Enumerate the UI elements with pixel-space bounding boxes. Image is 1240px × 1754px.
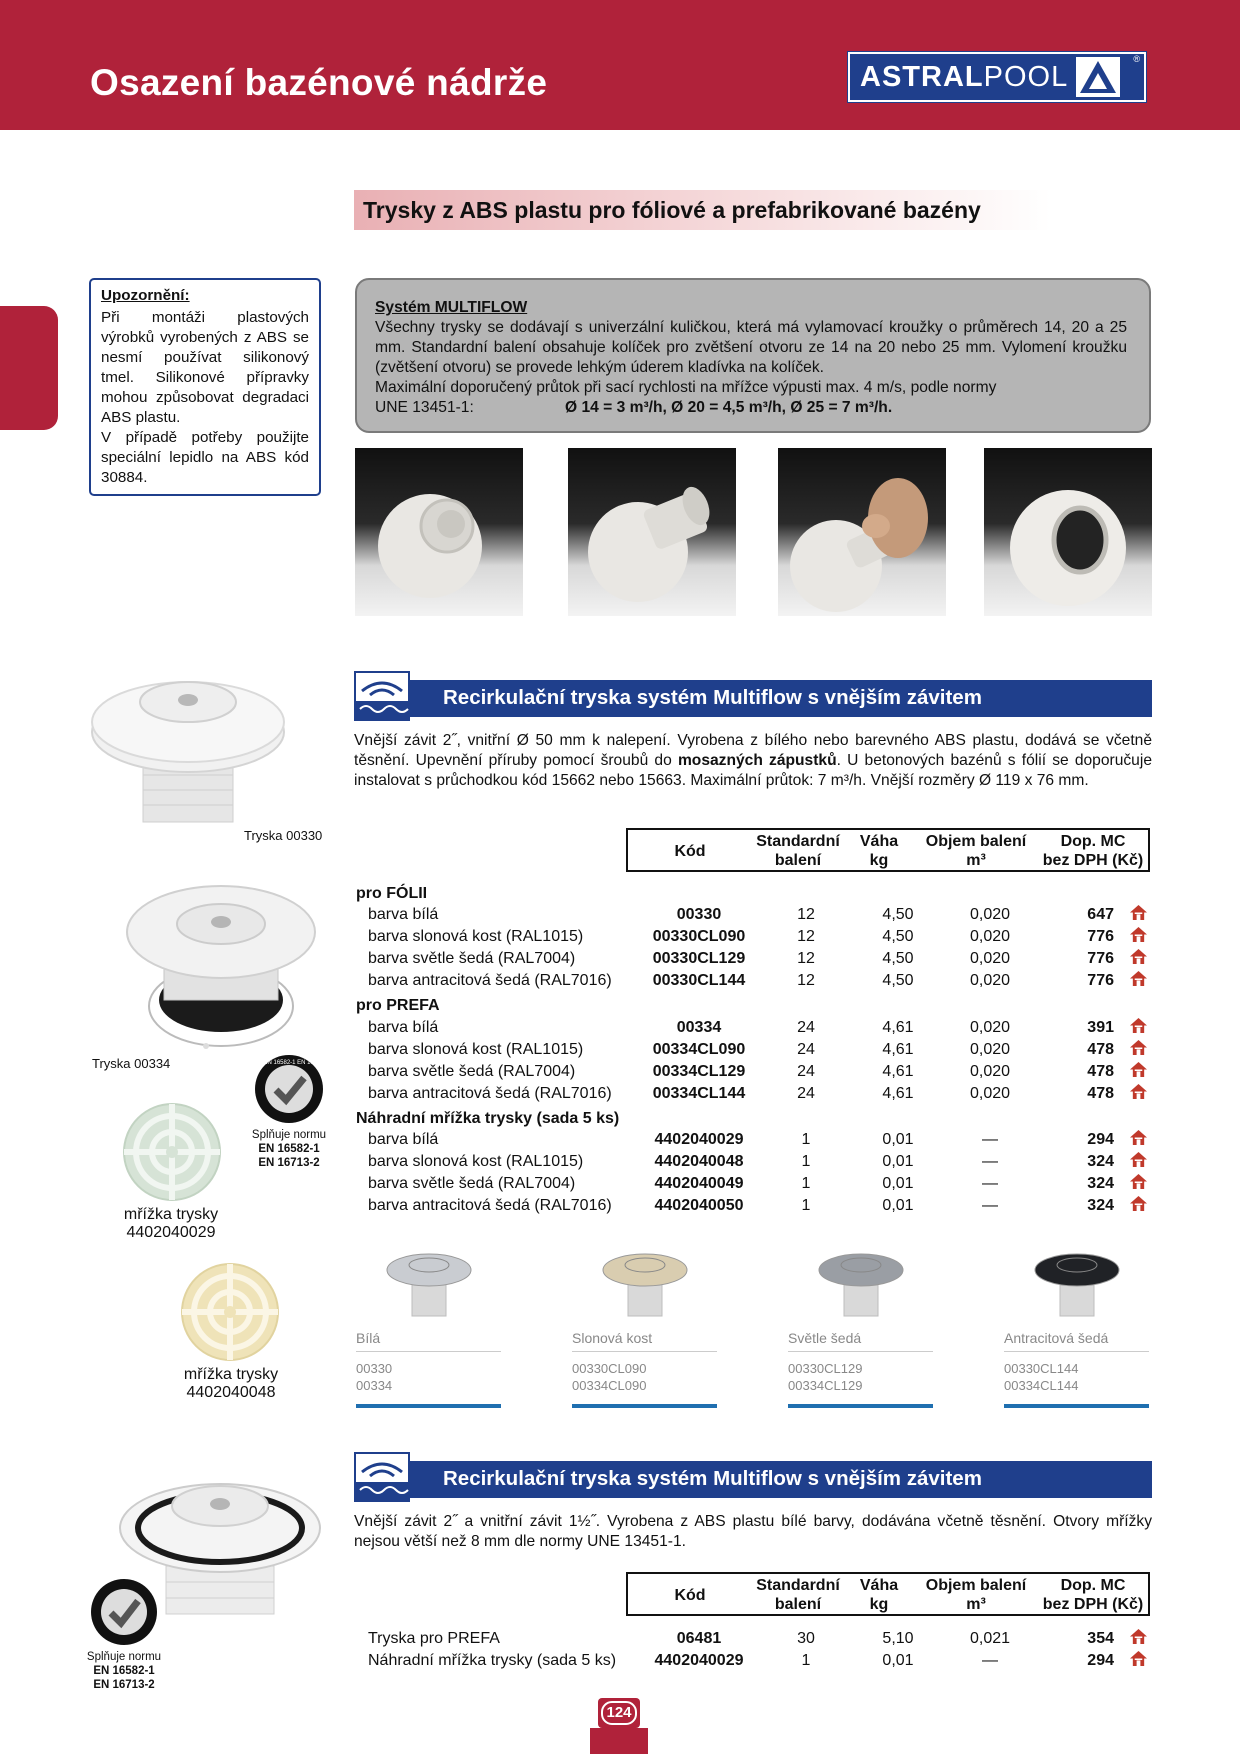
group-title: pro FÓLII [356,885,428,903]
variant-codes [788,1360,933,1394]
table-row [356,1650,1148,1672]
variant-code: 00334CL129 [788,1378,863,1393]
cell-name: barva slonová kost (RAL1015) [368,1040,584,1058]
table-row [356,1151,1148,1173]
cell-name: barva světle šedá (RAL7004) [368,1062,576,1080]
th2-price [1038,1576,1148,1614]
photo-ball-open [984,448,1152,616]
cell-volume: 0,020 [969,950,1011,968]
house-icon [1114,1017,1148,1039]
cert-text-1 [244,1128,334,1170]
cell-name: Náhradní mřížka trysky (sada 5 ks) [368,1652,617,1669]
variant-divider [1004,1351,1149,1352]
cell-name: barva světle šedá (RAL7004) [368,1174,576,1192]
group-title: pro PREFA [356,997,440,1015]
photo-ball-with-peg [568,448,736,616]
th-code: Kód [674,843,706,860]
cell-weight: 4,50 [882,906,914,924]
cell-weight: 4,61 [882,1018,914,1036]
variant-name: Bílá [356,1330,381,1346]
cell-code: 00334CL090 [652,1040,746,1058]
variant-code: 00334CL144 [1004,1378,1079,1393]
product2-description: Vnější závit 2˝ a vnitřní závit 1½˝. Vyrobena z ABS plastu bílé barvy, dodávána včetně těsnění. Otvory mřížky nejsou větší než 8 mm dle normy UNE 13451-1. [354,1513,1152,1550]
cell-code: 4402040029 [654,1130,744,1148]
house-icon [1114,1129,1148,1151]
product1-title-bar [354,680,1152,717]
table-row [356,1129,1148,1151]
caption-grille-2-code: 4402040048 [186,1384,276,1401]
house-icon [1114,926,1148,948]
house-icon [1114,948,1148,970]
product1-price-table [356,884,1148,1217]
variant-nozzle-icon [816,1250,906,1320]
table-row [356,1628,1148,1650]
cell-code: 00334CL144 [652,1084,746,1102]
cell-weight: 4,61 [882,1040,914,1058]
multiflow-title: Systém MULTIFLOW [375,299,528,316]
cell-volume: 0,020 [969,1084,1011,1102]
cell-code: 4402040029 [654,1652,744,1669]
th2-pack-a: Standardní [756,1577,840,1594]
cell-code: 00330 [676,906,722,924]
variant-codes [572,1360,717,1394]
cell-price: 776 [1087,928,1114,946]
caption-grille-1 [96,1206,246,1242]
cell-name: barva bílá [368,1130,439,1148]
cell-weight: 4,50 [882,950,914,968]
house-icon [1114,904,1148,926]
cell-name: barva světle šedá (RAL7004) [368,950,576,968]
pool-water-icon [354,671,410,721]
th-pack-b: balení [774,852,822,869]
warning-text: Při montáži plastových výrobků vyrobených z ABS se nesmí používat silikonový tmel. Silikonové přípravky mohou způsobovat degradaci ABS plastu. [101,309,309,426]
photo-ball-rings [355,448,523,616]
cell-code: 06481 [676,1630,722,1647]
table-row [356,1039,1148,1061]
grille-ivory-image [180,1262,280,1362]
table-row [356,926,1148,948]
cell-volume: 0,020 [969,928,1011,946]
cell-price: 478 [1087,1084,1114,1102]
logo-text-light: POOL [983,60,1069,93]
th2-code: Kód [674,1587,706,1604]
variant-underline [1004,1404,1149,1408]
product2-title: Recirkulační tryska systém Multiflow s vnějším závitem [443,1467,982,1490]
cell-volume: — [982,1196,998,1214]
th2-pack-b: balení [774,1596,822,1613]
cell-weight: 0,01 [882,1652,914,1669]
cell-weight: 4,61 [882,1084,914,1102]
cell-price: 647 [1087,906,1114,924]
cell-volume: — [982,1174,998,1192]
house-icon [1114,1195,1148,1217]
cell-price: 354 [1087,1630,1114,1647]
cell-name: barva bílá [368,906,439,924]
cell-price: 478 [1087,1040,1114,1058]
table-row [356,1195,1148,1217]
th-pack-a: Standardní [756,833,840,850]
product1-desc-b: . U betonových bazénů s fólií se doporučuje instalovat s průchodkou kód 15662 nebo 15663. Maximální průtok: 7 m³/h. Vnější rozměry Ø 119 x 76 mm. [354,752,1152,789]
variant-underline [356,1404,501,1408]
th2-volume-a: Objem balení [925,1577,1027,1594]
th-weight [848,832,910,870]
th2-pack [748,1576,848,1614]
variant-column [572,1330,717,1408]
house-icon [1114,970,1148,992]
cell-price: 391 [1087,1018,1114,1036]
cert-text-2 [82,1650,166,1692]
page-number: 124 [601,1701,637,1725]
th-volume [916,832,1036,870]
table-row [356,1061,1148,1083]
variant-divider [356,1351,501,1352]
page-number-badge [598,1698,640,1728]
grille-white-image [122,1102,222,1202]
th-price-b: bez DPH (Kč) [1042,852,1144,869]
page-title: Osazení bazénové nádrže [90,62,548,103]
cell-pack: 24 [797,1040,815,1058]
cell-pack: 12 [797,972,815,990]
th-price [1038,832,1148,870]
cert-badge-text: UNE-EN 16582-1 EN 16713-2 [248,1060,330,1066]
caption-grille-1-code: 4402040029 [126,1224,216,1241]
th2-volume-b: m³ [966,1596,986,1613]
table-header-2 [626,1572,1150,1616]
cell-pack: 1 [801,1652,811,1669]
product1-desc-a: Vnější závit 2˝, vnitřní Ø 50 mm k nalepení. Vyrobena z bílého nebo barevného ABS plastu, dodává se včetně těsnění. Upevnění příruby pomocí šroubů do [354,732,1152,769]
house-icon [1114,1650,1148,1672]
nozzle-00330-image [88,660,288,828]
variant-nozzle-icon [1032,1250,1122,1320]
cell-pack: 12 [797,906,815,924]
cell-price: 294 [1087,1130,1114,1148]
caption-grille-2 [156,1366,306,1402]
cell-weight: 0,01 [882,1152,914,1170]
variant-code: 00330CL090 [572,1361,647,1376]
variant-name: Antracitová šedá [1004,1330,1109,1346]
cell-pack: 12 [797,928,815,946]
logo-registered: ® [1133,54,1140,64]
cell-volume: — [982,1152,998,1170]
cert2-line-b: EN 16582-1 [93,1665,155,1677]
multiflow-flow-values: Ø 14 = 3 m³/h, Ø 20 = 4,5 m³/h, Ø 25 = 7 m³/h. [565,399,893,416]
cell-code: 00334 [676,1018,722,1036]
variant-code: 00330CL129 [788,1361,863,1376]
table-group-row [356,884,1148,904]
cell-name: Tryska pro PREFA [368,1630,500,1647]
cell-pack: 1 [801,1130,811,1148]
page-number-stem [590,1728,648,1754]
cell-name: barva antracitová šedá (RAL7016) [368,972,612,990]
th-volume-a: Objem balení [925,833,1027,850]
cell-code: 00334CL129 [652,1062,746,1080]
pool-water-icon-2 [354,1452,410,1502]
house-icon [1114,1061,1148,1083]
product1-title: Recirkulační tryska systém Multiflow s vnějším závitem [443,686,982,709]
product2-title-bar [354,1461,1152,1498]
cell-volume: 0,021 [969,1630,1011,1647]
th2-price-a: Dop. MC [1060,1577,1126,1594]
cell-pack: 24 [797,1062,815,1080]
cell-name: barva bílá [368,1018,439,1036]
variant-code: 00334CL090 [572,1378,647,1393]
house-icon [1114,1173,1148,1195]
cert2-line-c: EN 16713-2 [93,1679,155,1691]
product2-price-table [356,1628,1148,1672]
variant-codes [1004,1360,1149,1394]
th2-weight [848,1576,910,1614]
table-row [356,1083,1148,1105]
table-row [356,948,1148,970]
product1-description [354,731,1152,791]
th-pack [748,832,848,870]
section-title: Trysky z ABS plastu pro fóliové a prefabrikované bazény [354,190,1051,230]
cert-line-b: EN 16582-1 [258,1143,320,1155]
caption-tryska-00330: Tryska 00330 [244,828,323,843]
cell-price: 324 [1087,1196,1114,1214]
cell-code: 4402040049 [654,1174,744,1192]
cell-volume: 0,020 [969,1018,1011,1036]
th2-weight-a: Váha [859,1577,899,1594]
cell-pack: 24 [797,1084,815,1102]
th-price-a: Dop. MC [1060,833,1126,850]
cell-price: 776 [1087,972,1114,990]
th2-price-b: bez DPH (Kč) [1042,1596,1144,1613]
variant-name: Světle šedá [788,1330,862,1346]
astralpool-logo [848,52,1146,102]
multiflow-flow-line [375,398,1127,418]
cell-name: barva slonová kost (RAL1015) [368,1152,584,1170]
cell-code: 4402040048 [654,1152,744,1170]
caption-grille-2-name: mřížka trysky [183,1366,279,1383]
table-group-row [356,1105,1148,1129]
house-icon [1114,1151,1148,1173]
multiflow-norm: UNE 13451-1: [375,399,474,416]
cell-weight: 0,01 [882,1174,914,1192]
cell-weight: 4,50 [882,928,914,946]
cell-name: barva antracitová šedá (RAL7016) [368,1084,612,1102]
variant-codes [356,1360,501,1394]
cell-name: barva antracitová šedá (RAL7016) [368,1196,612,1214]
cert-badge-icon-2 [90,1578,158,1646]
multiflow-text: Všechny trysky se dodávají s univerzální kuličkou, která má vylamovací kroužky o průměrech 14, 20 a 25 mm. Standardní balení obsahuje kolíček pro zvětšení otvoru ze 14 na 20 nebo 25 mm. Vylomení kroužku (zvětšení otvoru) se provede lehkým úderem kladívka na kolíček. [375,319,1127,376]
table-row [356,970,1148,992]
variant-code: 00330 [356,1361,393,1376]
cell-code: 4402040050 [654,1196,744,1214]
cell-name: barva slonová kost (RAL1015) [368,928,584,946]
photo-hand-peg [778,448,946,616]
table-row [356,1173,1148,1195]
cell-volume: 0,020 [969,1062,1011,1080]
nozzle-00334-image [126,866,316,1054]
cell-price: 478 [1087,1062,1114,1080]
th2-volume [916,1576,1036,1614]
cell-volume: — [982,1652,998,1669]
variant-nozzle-icon [384,1250,474,1320]
warning-box [89,278,321,496]
logo-triangle-icon [1076,57,1120,97]
cell-pack: 1 [801,1196,811,1214]
variant-underline [788,1404,933,1408]
variant-divider [788,1351,933,1352]
caption-tryska-00334: Tryska 00334 [92,1056,171,1071]
cell-price: 324 [1087,1152,1114,1170]
th2-weight-b: kg [869,1596,889,1613]
cell-volume: 0,020 [969,1040,1011,1058]
cert-line-c: EN 16713-2 [258,1157,320,1169]
cell-pack: 24 [797,1018,815,1036]
table-group-row [356,992,1148,1016]
th-weight-b: kg [869,852,889,869]
house-icon [1114,1039,1148,1061]
multiflow-text-2: Maximální doporučený průtok při sací rychlosti na mřížce výpusti max. 4 m/s, podle normy [375,379,997,396]
cell-price: 776 [1087,950,1114,968]
variant-divider [572,1351,717,1352]
cell-volume: 0,020 [969,972,1011,990]
cert-badge-icon [248,1054,330,1124]
th-volume-b: m³ [966,852,986,869]
variant-column [788,1330,933,1408]
cell-pack: 1 [801,1152,811,1170]
cell-weight: 0,01 [882,1196,914,1214]
variant-code: 00334 [356,1378,393,1393]
cell-price: 324 [1087,1174,1114,1192]
table-header-1 [626,828,1150,872]
table-row [356,904,1148,926]
warning-text-2: V případě potřeby použijte speciální lepidlo na ABS kód 30884. [101,429,309,486]
variant-column [1004,1330,1149,1408]
cell-weight: 0,01 [882,1130,914,1148]
cell-pack: 1 [801,1174,811,1192]
cert-line-a: Splňuje normu [251,1129,327,1141]
house-icon [1114,1628,1148,1650]
cell-volume: — [982,1130,998,1148]
th-weight-a: Váha [859,833,899,850]
variant-name: Slonová kost [572,1330,653,1346]
variant-nozzle-icon [600,1250,690,1320]
table-row [356,1017,1148,1039]
product1-desc-bold: mosazných zápustků [677,752,837,769]
cell-pack: 12 [797,950,815,968]
cell-volume: 0,020 [969,906,1011,924]
cell-price: 294 [1087,1652,1114,1669]
cell-weight: 4,50 [882,972,914,990]
cell-weight: 5,10 [882,1630,914,1647]
variant-column [356,1330,501,1408]
cell-code: 00330CL129 [652,950,746,968]
multiflow-info-box [355,278,1151,433]
warning-title: Upozornění: [101,287,190,304]
cert2-line-a: Splňuje normu [86,1651,162,1663]
caption-grille-1-name: mřížka trysky [123,1206,219,1223]
logo-text-bold: ASTRAL [860,60,984,93]
group-title: Náhradní mřížka trysky (sada 5 ks) [356,1109,620,1127]
variant-underline [572,1404,717,1408]
house-icon [1114,1083,1148,1105]
cell-weight: 4,61 [882,1062,914,1080]
cell-pack: 30 [797,1630,815,1647]
cell-code: 00330CL144 [652,972,746,990]
cell-code: 00330CL090 [652,928,746,946]
variant-code: 00330CL144 [1004,1361,1079,1376]
side-tab [0,306,58,430]
